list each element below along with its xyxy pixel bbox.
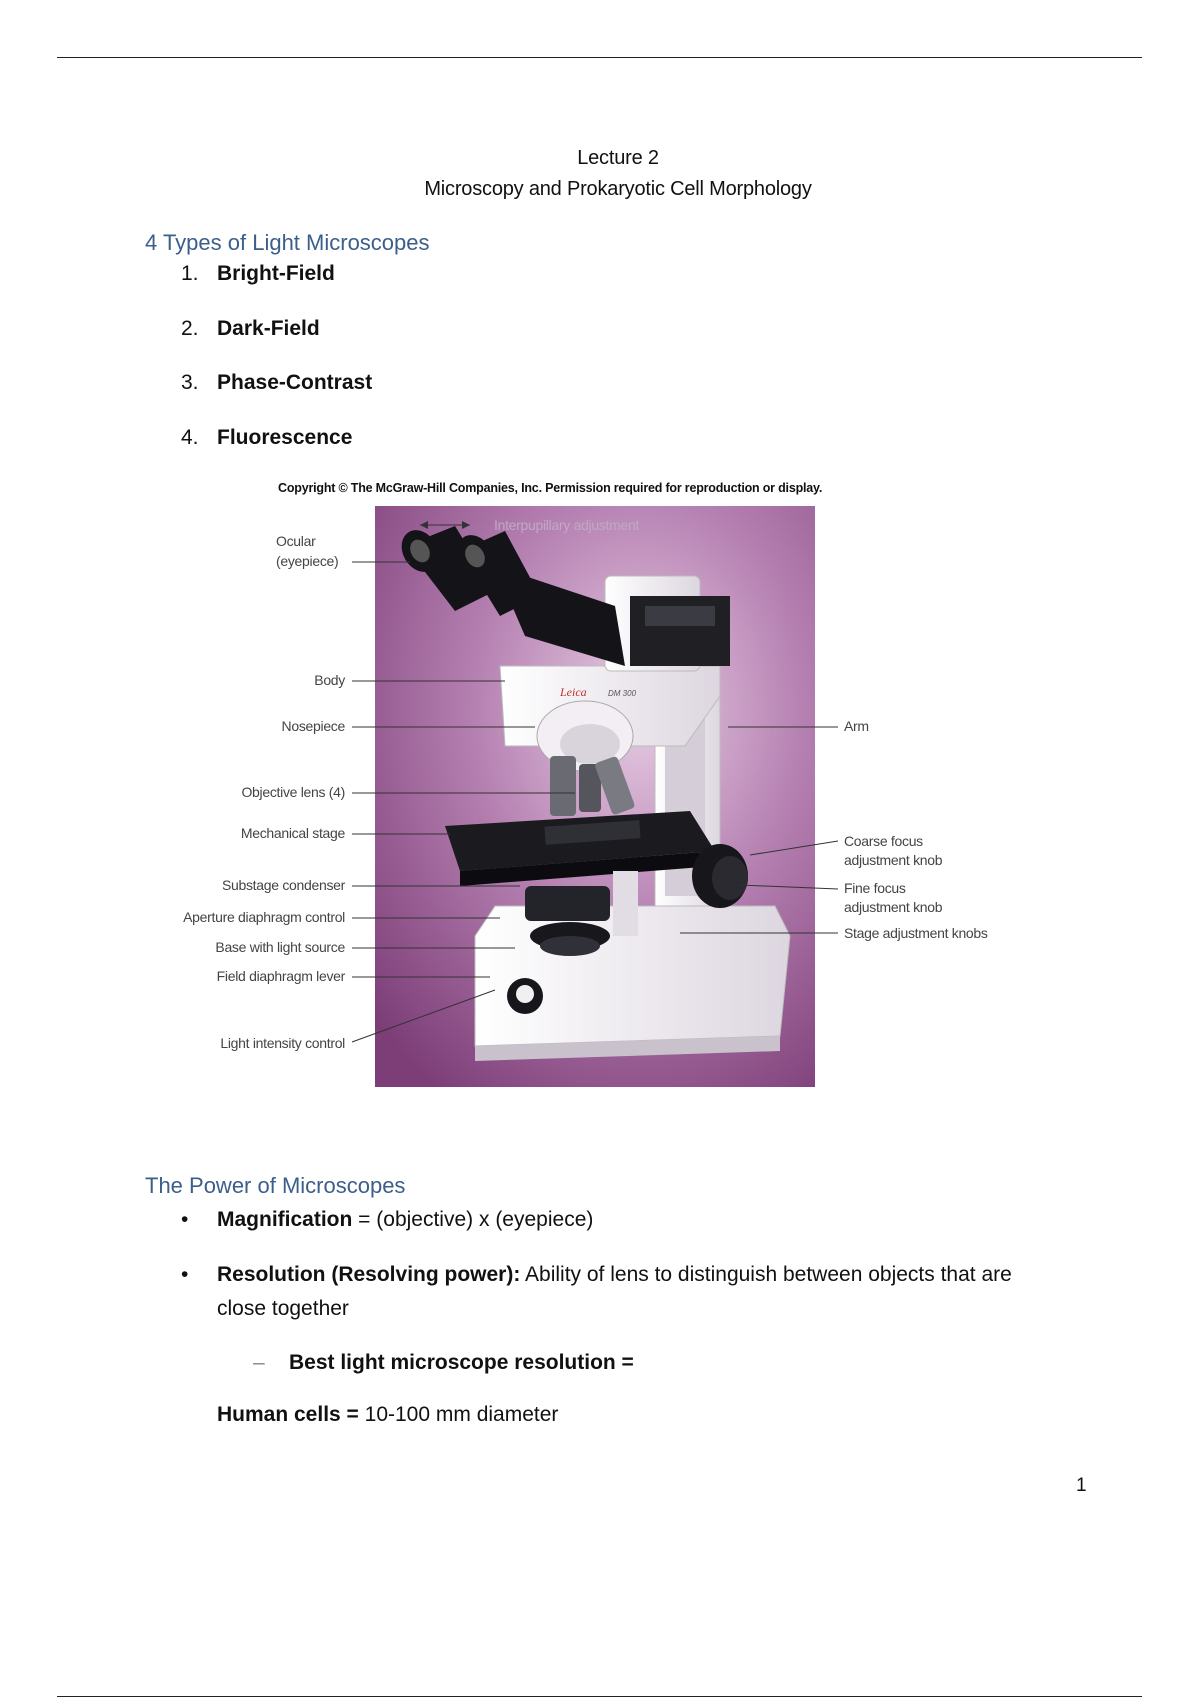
bullet-resolution: • Resolution (Resolving power): Ability of lens to distinguish between objects that are [181, 1263, 1012, 1286]
header-rule [57, 57, 1142, 58]
list-item: 2. Dark-Field [181, 316, 320, 340]
footer-rule [57, 1696, 1142, 1697]
label-nosepiece: Nosepiece [281, 718, 345, 734]
bullet-best-resolution: – Best light microscope resolution = [253, 1351, 634, 1374]
label-objective: Objective lens (4) [241, 784, 345, 800]
label-fine-focus: Fine focus [844, 880, 906, 896]
lecture-title: Microscopy and Prokaryotic Cell Morphology [424, 178, 812, 200]
label-field-diaphragm: Field diaphragm lever [216, 968, 345, 984]
section-heading-power: The Power of Microscopes [145, 1173, 406, 1198]
section-heading-types: 4 Types of Light Microscopes [145, 230, 430, 255]
human-cells-line: Human cells = 10-100 mm diameter [217, 1403, 559, 1426]
label-body: Body [314, 672, 345, 688]
list-item: 4. Fluorescence [181, 425, 353, 449]
label-base: Base with light source [215, 939, 345, 955]
figure-copyright: Copyright © The McGraw-Hill Companies, Inc. Permission required for reproduction or display. [278, 481, 823, 495]
brand-logo: Leica [560, 685, 587, 699]
label-mechanical-stage: Mechanical stage [240, 825, 345, 841]
label-interpupillary: Interpupillary adjustment [494, 517, 640, 533]
label-substage-condenser: Substage condenser [221, 877, 345, 893]
list-item: 1. Bright-Field [181, 262, 335, 285]
label-fine-focus-2: adjustment knob [844, 899, 943, 915]
lecture-number: Lecture 2 [577, 147, 659, 169]
microscope-image [375, 506, 815, 1087]
label-aperture: Aperture diaphragm control [183, 909, 345, 925]
model-label: DM 300 [608, 689, 637, 698]
label-eyepiece: (eyepiece) [276, 553, 339, 569]
label-coarse-focus: Coarse focus [844, 833, 923, 849]
list-item: 3. Phase-Contrast [181, 371, 373, 394]
microscope-types-list [181, 262, 372, 480]
label-coarse-focus-2: adjustment knob [844, 852, 943, 868]
label-stage-adjust: Stage adjustment knobs [844, 925, 988, 941]
label-arm: Arm [844, 718, 869, 734]
page-number: 1 [1076, 1475, 1087, 1496]
bullet-resolution-continued: close together [217, 1297, 349, 1320]
label-light-intensity: Light intensity control [220, 1035, 345, 1051]
label-ocular: Ocular [276, 533, 316, 549]
bullet-magnification: • Magnification = (objective) x (eyepiece) [181, 1208, 594, 1231]
